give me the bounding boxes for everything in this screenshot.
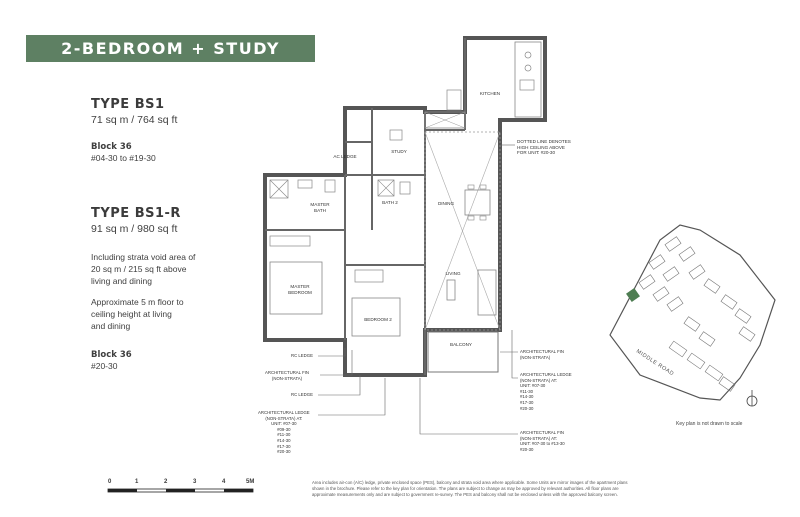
wardrobe-icon xyxy=(355,270,383,282)
callout-line: #20-30 xyxy=(520,446,534,452)
note-line: Including strata void area of xyxy=(91,252,196,262)
toilet-icon xyxy=(325,180,335,192)
callout-line: HIGH CEILING ABOVE xyxy=(517,144,565,150)
callout-line: (NON-STRATA) AT: xyxy=(520,377,557,383)
callout-line: ARCHITECTURAL FIN xyxy=(520,349,565,354)
callout-line: (NON-STRATA) AT: xyxy=(520,435,557,441)
study-desk-icon xyxy=(390,130,402,140)
unit-range: #20-30 xyxy=(91,361,118,371)
callout-rc-ledge: RC LEDGE xyxy=(291,392,313,397)
room-label-line: MASTER xyxy=(290,284,310,289)
scale-label: 5M xyxy=(246,479,255,485)
key-plan-note: Key plan is not drawn to scale xyxy=(676,421,743,427)
scale-label: 4 xyxy=(222,479,226,485)
callout-line: (NON-STRATA) xyxy=(271,375,303,381)
callout-line: #20-30 xyxy=(277,449,291,455)
balcony-outline xyxy=(428,332,498,372)
wardrobe-icon xyxy=(270,236,310,246)
callout-line: FOR UNIT: #20-30 xyxy=(517,150,556,156)
internal-walls xyxy=(265,38,465,375)
room-label-bedroom2: BEDROOM 2 xyxy=(364,317,392,322)
callout-line: ARCHITECTURAL FIN xyxy=(265,370,310,375)
note-line: ceiling height at living xyxy=(91,309,172,319)
callout-arch-fin-right xyxy=(520,349,564,360)
room-label-study: STUDY xyxy=(391,149,407,154)
callout-line: ARCHITECTURAL LEDGE xyxy=(520,372,572,377)
callout-line: ARCHITECTURAL LEDGE xyxy=(258,410,310,415)
callout-line: #20-30 xyxy=(520,405,534,411)
road-label: MIDDLE ROAD xyxy=(634,348,675,378)
scale-label: 2 xyxy=(164,479,168,485)
block-label: Block 36 xyxy=(91,350,132,360)
scale-label: 0 xyxy=(108,479,112,485)
type-name: TYPE BS1 xyxy=(91,97,165,112)
callout-arch-fin xyxy=(265,370,309,381)
basin-icon xyxy=(298,180,312,188)
unit-range: #04-30 to #19-30 xyxy=(91,153,156,163)
footnote-line: Area includes air-con (A/C) ledge, private enclosed space (PES), balcony and strata void area where applicable. Some Units are mirror images of the apartment plans xyxy=(312,480,628,485)
callout-arch-ledge xyxy=(258,410,310,455)
callout-line: #11-30 xyxy=(277,432,291,438)
callout-line: UNIT: #07-30 xyxy=(271,421,297,427)
outer-walls xyxy=(265,38,545,375)
room-label-ac-ledge: AC LEDGE xyxy=(333,154,357,159)
disclaimer-footnote xyxy=(312,480,732,498)
room-label-living: LIVING xyxy=(445,271,461,276)
kitchen-counter xyxy=(515,42,541,117)
callout-line: #17-30 xyxy=(277,443,291,449)
dining-table-icon xyxy=(465,190,490,215)
callout-line: UNIT: #07-30 to #13-30 xyxy=(520,441,565,447)
callout-line: #17-30 xyxy=(520,399,534,405)
callout-line: ARCHITECTURAL FIN xyxy=(520,430,565,435)
room-label-kitchen: KITCHEN xyxy=(479,91,501,96)
toilet-icon xyxy=(400,182,410,194)
room-label-line: BATH xyxy=(314,207,326,213)
room-label-dining: DINING xyxy=(437,201,455,206)
callout-line: #09-30 xyxy=(277,426,291,432)
room-label-bath2: BATH 2 xyxy=(382,200,398,205)
type-area: 71 sq m / 764 sq ft xyxy=(91,114,178,126)
room-label-line: MASTER xyxy=(310,202,330,207)
callout-line: UNIT: #07-30 xyxy=(520,383,546,389)
callout-dotted-line xyxy=(517,139,571,156)
room-label-line: BEDROOM xyxy=(288,289,312,295)
type-name: TYPE BS1-R xyxy=(91,206,181,221)
scale-label: 3 xyxy=(193,479,197,485)
type-area: 91 sq m / 980 sq ft xyxy=(91,223,178,235)
room-label-master-bath xyxy=(310,202,329,213)
room-label-master-bedroom xyxy=(288,284,312,295)
scale-label: 1 xyxy=(135,479,139,485)
sink-icon xyxy=(520,80,534,90)
note-line: living and dining xyxy=(91,276,152,286)
stove-icon xyxy=(525,65,531,71)
north-arrow-icon xyxy=(747,390,757,406)
fridge-icon xyxy=(447,90,461,110)
key-plan xyxy=(610,225,775,406)
leader-lines xyxy=(318,145,518,434)
callout-line: (NON-STRATA) xyxy=(520,354,551,360)
note-line: 20 sq m / 215 sq ft above xyxy=(91,264,187,274)
stove-icon xyxy=(525,52,531,58)
callout-rc-ledge: RC LEDGE xyxy=(291,353,313,358)
room-label-balcony: BALCONY xyxy=(450,342,472,347)
note-line: Approximate 5 m floor to xyxy=(91,297,184,307)
callout-arch-fin-right-2 xyxy=(520,430,565,452)
coffee-table-icon xyxy=(447,280,455,300)
callout-line: #14-30 xyxy=(277,437,291,443)
callout-arch-ledge-right xyxy=(520,372,572,411)
callout-line: #11-30 xyxy=(520,388,534,394)
callout-line: #14-30 xyxy=(520,394,534,400)
callout-line: DOTTED LINE DENOTES xyxy=(517,139,571,144)
sofa-icon xyxy=(478,270,496,315)
footnote-line: approximate measurements only and are subject to government re-survey. The PES and balcony shall not be enclosed unless with the approved balcony screen. xyxy=(312,492,618,497)
scale-bar xyxy=(108,489,253,492)
callout-line: (NON-STRATA) AT: xyxy=(265,415,303,421)
block-label: Block 36 xyxy=(91,142,132,152)
plan-title: 2-BEDROOM + STUDY xyxy=(61,39,280,58)
note-line: and dining xyxy=(91,321,131,331)
footnote-line: shown in the brochure. Please refer to the key plan for orientation. The plans are subject to change as may be approved by relevant authorities. All floor plans are xyxy=(312,486,619,491)
